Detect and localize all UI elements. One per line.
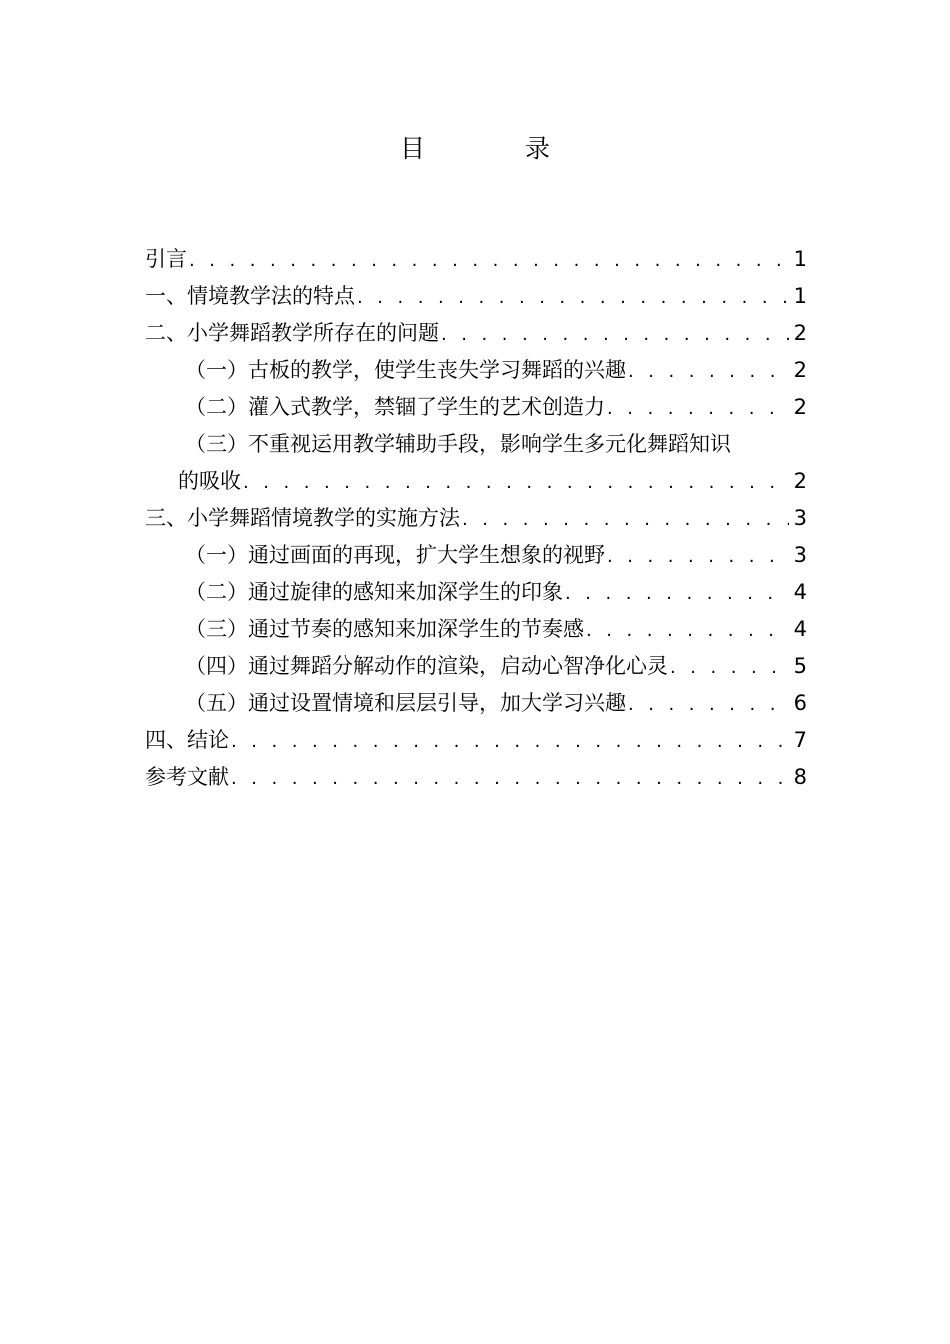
toc-dot-leader [670, 649, 789, 686]
toc-entry-text: 二、小学舞蹈教学所存在的问题 [145, 321, 439, 345]
toc-page-number: 4 [793, 617, 807, 641]
toc-entry-section-2-1[interactable] [145, 352, 807, 389]
toc-page-number: 1 [793, 284, 807, 308]
toc-dot-leader [462, 501, 789, 538]
toc-dot-leader [565, 575, 789, 612]
toc-entry-text: （五）通过设置情境和层层引导，加大学习兴趣 [185, 691, 626, 715]
toc-entry-text-line-2: 的吸收 [178, 469, 241, 493]
toc-page-number: 3 [793, 506, 807, 530]
toc-entry-text: （一）通过画面的再现，扩大学生想象的视野 [185, 543, 605, 567]
toc-entry-text: （一）古板的教学，使学生丧失学习舞蹈的兴趣 [185, 358, 626, 382]
toc-entry-text-line-1: （三）不重视运用教学辅助手段，影响学生多元化舞蹈知识 [185, 432, 731, 456]
toc-entry-section-2-2[interactable] [145, 389, 807, 426]
toc-entry-text: 引言 [145, 247, 187, 271]
toc-dot-leader [189, 242, 789, 279]
toc-entry-text: 一、情境教学法的特点 [145, 284, 355, 308]
page-title: 目 录 [400, 134, 596, 163]
toc-dot-leader [441, 316, 789, 353]
toc-entry-text: （二）通过旋律的感知来加深学生的印象 [185, 580, 563, 604]
toc-page-number: 1 [793, 247, 807, 271]
toc-entry-introduction[interactable] [145, 241, 807, 278]
toc-dot-leader [357, 279, 789, 316]
toc-page-number: 2 [793, 321, 807, 345]
toc-page-number: 2 [793, 469, 807, 493]
table-of-contents [145, 241, 807, 796]
toc-page-number: 8 [793, 765, 807, 789]
toc-entry-section-3-2[interactable] [145, 574, 807, 611]
toc-page-number: 4 [793, 580, 807, 604]
toc-dot-leader [628, 353, 789, 390]
toc-entry-text: 参考文献 [145, 765, 229, 789]
toc-entry-text: （四）通过舞蹈分解动作的渲染，启动心智净化心灵 [185, 654, 668, 678]
toc-page-number: 2 [793, 358, 807, 382]
toc-entry-section-3[interactable] [145, 500, 807, 537]
toc-entry-section-2[interactable] [145, 315, 807, 352]
toc-dot-leader [586, 612, 789, 649]
toc-dot-leader [231, 723, 789, 760]
toc-dot-leader [231, 760, 789, 797]
toc-entry-section-3-5[interactable] [145, 685, 807, 722]
toc-dot-leader [607, 538, 789, 575]
toc-entry-section-2-3[interactable] [145, 426, 807, 500]
toc-entry-references[interactable] [145, 759, 807, 796]
toc-entry-section-3-4[interactable] [145, 648, 807, 685]
toc-page-number: 5 [793, 654, 807, 678]
toc-page-number: 6 [793, 691, 807, 715]
toc-entry-section-1[interactable] [145, 278, 807, 315]
toc-dot-leader [628, 686, 789, 723]
toc-entry-text: 四、结论 [145, 728, 229, 752]
toc-page-number: 2 [793, 395, 807, 419]
toc-entry-section-3-3[interactable] [145, 611, 807, 648]
toc-page-number: 7 [793, 728, 807, 752]
toc-entry-section-4[interactable] [145, 722, 807, 759]
toc-entry-text: 三、小学舞蹈情境教学的实施方法 [145, 506, 460, 530]
toc-entry-text: （三）通过节奏的感知来加深学生的节奏感 [185, 617, 584, 641]
toc-entry-section-3-1[interactable] [145, 537, 807, 574]
toc-dot-leader [243, 464, 789, 501]
toc-dot-leader [607, 390, 789, 427]
toc-page-number: 3 [793, 543, 807, 567]
toc-entry-text: （二）灌入式教学，禁锢了学生的艺术创造力 [185, 395, 605, 419]
